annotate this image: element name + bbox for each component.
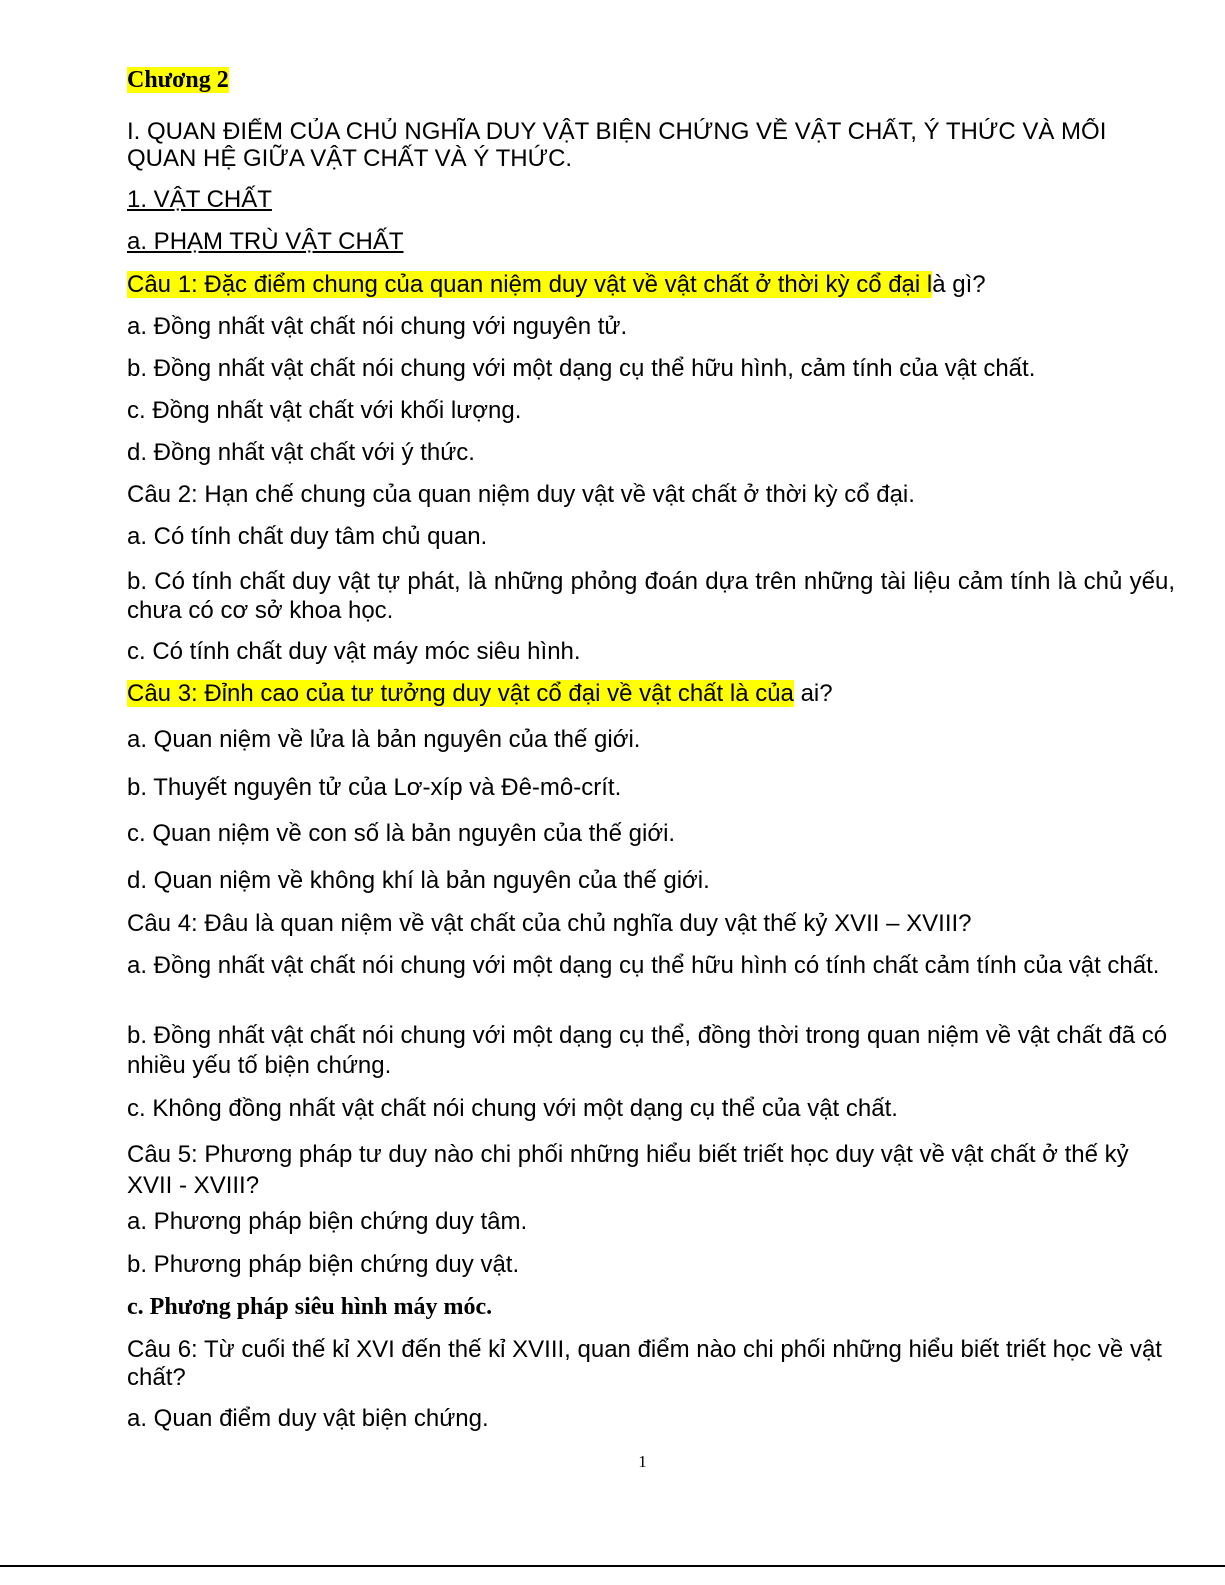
question-2: Câu 2: Hạn chế chung của quan niệm duy vật về vật chất ở thời kỳ cổ đại. bbox=[127, 481, 915, 508]
question-4-option-b: b. Đồng nhất vật chất nói chung với một dạng cụ thể, đồng thời trong quan niệm về vật chất đã có nhiều yếu tố biện chứng. bbox=[127, 1022, 1168, 1079]
question-5-option-a: a. Phương pháp biện chứng duy tâm. bbox=[127, 1208, 528, 1235]
question-5-option-b: b. Phương pháp biện chứng duy vật. bbox=[127, 1251, 520, 1278]
question-3-option-b: b. Thuyết nguyên tử của Lơ-xíp và Đê-mô-crít. bbox=[127, 774, 622, 801]
question-3-option-d: d. Quan niệm về không khí là bản nguyên của thế giới. bbox=[127, 867, 710, 894]
subsection-title: 1. VẬT CHẤT bbox=[127, 186, 272, 213]
question-3-option-a: a. Quan niệm về lửa là bản nguyên của thế giới. bbox=[127, 726, 641, 753]
question-1-option-b: b. Đồng nhất vật chất nói chung với một dạng cụ thể hữu hình, cảm tính của vật chất. bbox=[127, 355, 1036, 382]
question-2-option-b: b. Có tính chất duy vật tự phát, là những phỏng đoán dựa trên những tài liệu cảm tính là chủ yếu, chưa có cơ sở khoa học. bbox=[127, 568, 1175, 624]
subsection-subtitle: a. PHẠM TRÙ VẬT CHẤT bbox=[127, 228, 404, 255]
question-3: Câu 3: Đỉnh cao của tư tưởng duy vật cổ đại về vật chất là của ai? bbox=[127, 680, 833, 707]
question-5-option-c: c. Phương pháp siêu hình máy móc. bbox=[127, 1294, 493, 1320]
chapter-title: Chương 2 bbox=[127, 67, 229, 93]
page-number: 1 bbox=[638, 1452, 647, 1471]
question-4-option-c: c. Không đồng nhất vật chất nói chung với một dạng cụ thể của vật chất. bbox=[127, 1095, 898, 1122]
question-4: Câu 4: Đâu là quan niệm về vật chất của chủ nghĩa duy vật thế kỷ XVII – XVIII? bbox=[127, 910, 972, 937]
question-6-option-a: a. Quan điểm duy vật biện chứng. bbox=[127, 1405, 489, 1432]
question-1-option-d: d. Đồng nhất vật chất với ý thức. bbox=[127, 439, 475, 466]
page-bottom-border bbox=[0, 1565, 1225, 1567]
question-2-option-a: a. Có tính chất duy tâm chủ quan. bbox=[127, 523, 488, 550]
question-5: Câu 5: Phương pháp tư duy nào chi phối những hiểu biết triết học duy vật về vật chất ở thế kỷ XVII - XVIII? bbox=[127, 1141, 1129, 1199]
question-1-option-a: a. Đồng nhất vật chất nói chung với nguyên tử. bbox=[127, 313, 628, 340]
section-heading: I. QUAN ĐIỂM CỦA CHỦ NGHĨA DUY VẬT BIỆN CHỨNG VỀ VẬT CHẤT, Ý THỨC VÀ MỐI QUAN HỆ GIỮA VẬT CHẤT VÀ Ý THỨC. bbox=[127, 118, 1107, 172]
question-4-option-a: a. Đồng nhất vật chất nói chung với một dạng cụ thể hữu hình có tính chất cảm tính của vật chất. bbox=[127, 952, 1160, 979]
question-6: Câu 6: Từ cuối thế kỉ XVI đến thế kỉ XVIII, quan điểm nào chi phối những hiểu biết triết học về vật chất? bbox=[127, 1336, 1162, 1391]
question-1-option-c: c. Đồng nhất vật chất với khối lượng. bbox=[127, 397, 522, 424]
question-3-option-c: c. Quan niệm về con số là bản nguyên của thế giới. bbox=[127, 820, 676, 847]
question-2-option-c: c. Có tính chất duy vật máy móc siêu hình. bbox=[127, 638, 581, 665]
question-1: Câu 1: Đặc điểm chung của quan niệm duy vật về vật chất ở thời kỳ cổ đại là gì? bbox=[127, 271, 986, 298]
